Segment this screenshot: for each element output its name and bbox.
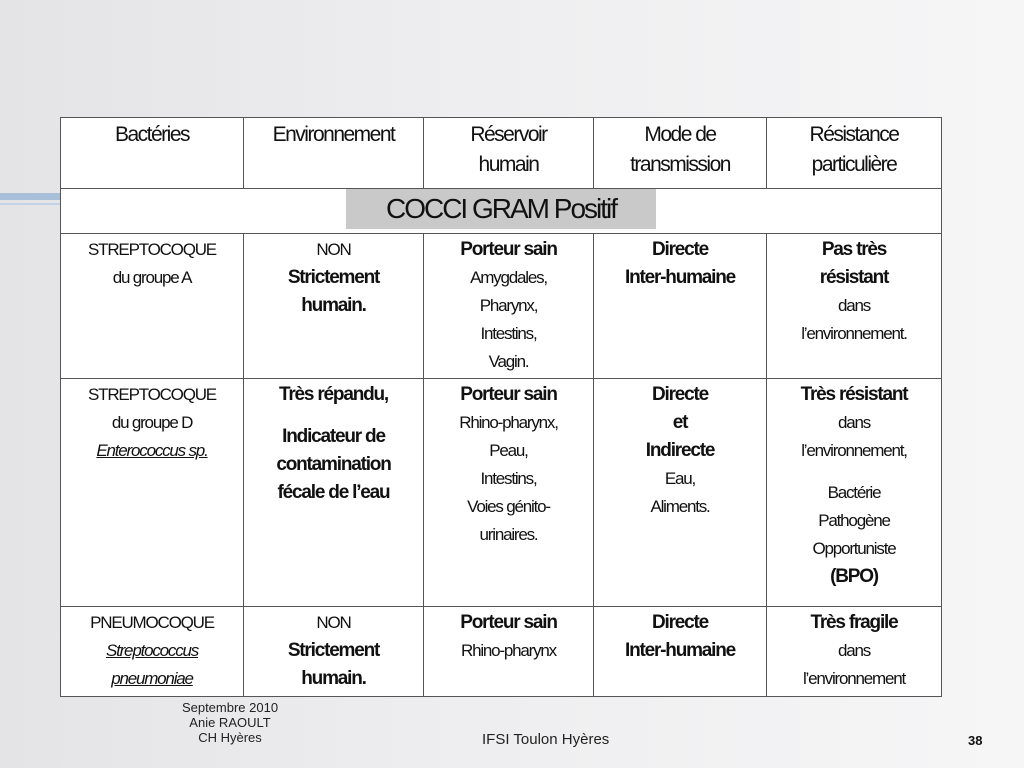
header-transmission: Mode de transmission <box>594 118 767 189</box>
table-row <box>61 379 942 607</box>
cell-transmission: Directe Inter-humaine <box>594 234 767 379</box>
cell-bacteria: STREPTOCOQUE du groupe D Enterococcus sp. <box>61 379 244 607</box>
cell-resistance: Très fragile dans l’environnement <box>767 607 942 697</box>
cell-bacteria: STREPTOCOQUE du groupe A <box>61 234 244 379</box>
header-resistance: Résistance particulière <box>767 118 942 189</box>
cell-transmission: Directe Inter-humaine <box>594 607 767 697</box>
band-cell <box>61 189 942 234</box>
footer-place: CH Hyères <box>198 730 262 745</box>
footer-author: Anie RAOULT <box>189 715 271 730</box>
footer-date: Septembre 2010 <box>181 700 279 715</box>
header-row <box>61 118 942 189</box>
cell-environment: NON Strictement humain. <box>244 234 424 379</box>
header-bacteria: Bactéries <box>61 118 244 189</box>
footer-institution: IFSI Toulon Hyères <box>482 731 610 748</box>
cell-resistance: Pas très résistant dans l’environnement. <box>767 234 942 379</box>
footer-author-block <box>170 700 290 745</box>
page-number: 38 <box>968 733 983 748</box>
header-environment: Environnement <box>244 118 424 189</box>
cell-environment: NON Strictement humain. <box>244 607 424 697</box>
cell-environment: Très répandu, Indicateur de contamination fécale de l’eau <box>244 379 424 607</box>
table-row <box>61 607 942 697</box>
section-label: COCCI GRAM Positif <box>346 189 656 229</box>
header-reservoir: Réservoir humain <box>424 118 594 189</box>
bacteria-table <box>60 117 942 697</box>
cell-bacteria: PNEUMOCOQUE Streptococcus pneumoniae <box>61 607 244 697</box>
band-row <box>61 189 942 234</box>
cell-reservoir: Porteur sain Amygdales, Pharynx, Intestins, Vagin. <box>424 234 594 379</box>
cell-reservoir: Porteur sain Rhino-pharynx, Peau, Intestins, Voies génito- urinaires. <box>424 379 594 607</box>
cell-transmission: Directe et Indirecte Eau, Aliments. <box>594 379 767 607</box>
table-row <box>61 234 942 379</box>
cell-resistance: Très résistant dans l’environnement, Bactérie Pathogène Opportuniste (BPO) <box>767 379 942 607</box>
cell-reservoir: Porteur sain Rhino-pharynx <box>424 607 594 697</box>
